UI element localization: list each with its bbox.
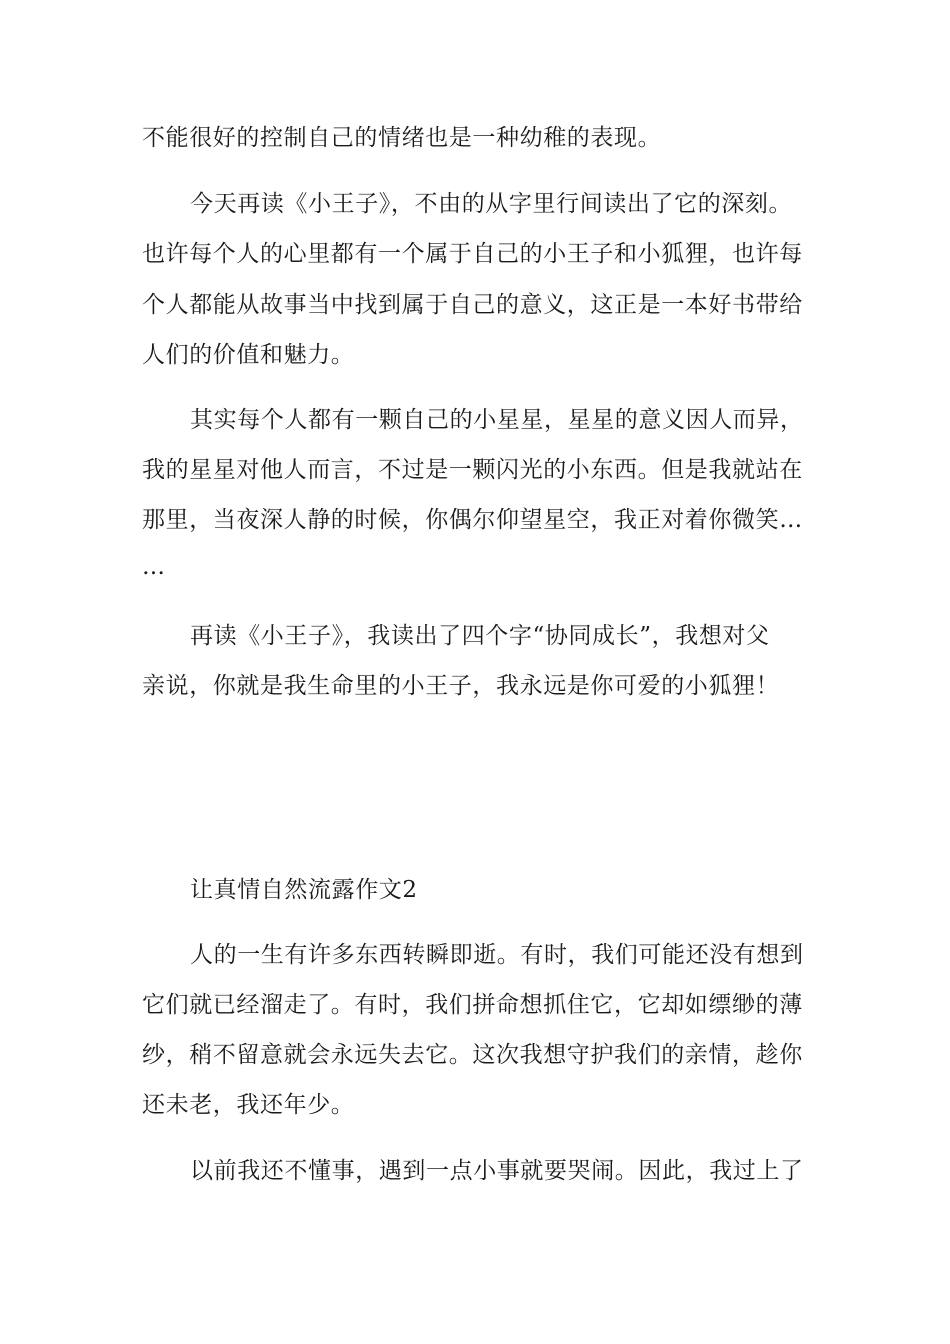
paragraph-3-line-3: 那里，当夜深人静的时候，你偶尔仰望星空，我正对着你微笑… bbox=[142, 507, 803, 533]
paragraph-4-line-1: 再读《小王子》，我读出了四个字“协同成长”，我想对父 bbox=[190, 623, 770, 649]
paragraph-3-line-4: … bbox=[142, 554, 166, 580]
paragraph-2-line-3: 个人都能从故事当中找到属于自己的意义，这正是一本好书带给 bbox=[142, 292, 803, 318]
paragraph-1-line-1: 不能很好的控制自己的情绪也是一种幼稚的表现。 bbox=[142, 125, 662, 151]
paragraph-2-line-1: 今天再读《小王子》，不由的从字里行间读出了它的深刻。 bbox=[190, 191, 793, 217]
paragraph-4-line-2: 亲说，你就是我生命里的小王子，我永远是你可爱的小狐狸！ bbox=[142, 673, 780, 699]
paragraph-5-line-4: 还未老，我还年少。 bbox=[142, 1092, 355, 1118]
paragraph-6-line-1: 以前我还不懂事，遇到一点小事就要哭闹。因此，我过上了 bbox=[190, 1158, 804, 1184]
paragraph-3-line-1: 其实每个人都有一颗自己的小星星，星星的意义因人而异， bbox=[190, 407, 804, 433]
paragraph-5-line-2: 它们就已经溜走了。有时，我们拼命想抓住它，它却如缥缈的薄 bbox=[142, 992, 803, 1018]
section-heading: 让真情自然流露作文2 bbox=[190, 877, 418, 903]
paragraph-2-line-2: 也许每个人的心里都有一个属于自己的小王子和小狐狸，也许每 bbox=[142, 241, 803, 267]
paragraph-3-line-2: 我的星星对他人而言，不过是一颗闪光的小东西。但是我就站在 bbox=[142, 457, 803, 483]
paragraph-5-line-3: 纱，稍不留意就会永远失去它。这次我想守护我们的亲情，趁你 bbox=[142, 1042, 803, 1068]
paragraph-5-line-1: 人的一生有许多东西转瞬即逝。有时，我们可能还没有想到 bbox=[190, 942, 804, 968]
paragraph-2-line-4: 人们的价值和魅力。 bbox=[142, 342, 355, 368]
